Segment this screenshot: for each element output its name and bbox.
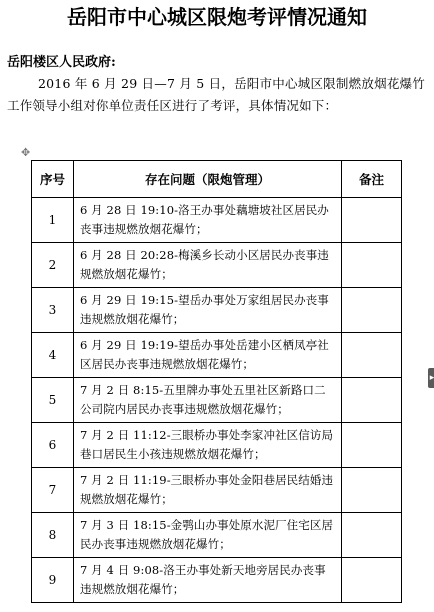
row-issue: 7 月 4 日 9:08-洛王办事处新天地旁居民办丧事违规燃放烟花爆竹； bbox=[74, 558, 342, 603]
row-remark bbox=[342, 468, 402, 513]
table-row bbox=[32, 288, 402, 333]
row-issue: 6 月 28 日 20:28-梅溪乡长动小区居民办丧事违规燃放烟花爆竹； bbox=[74, 243, 342, 288]
row-issue: 7 月 2 日 11:12-三眼桥办事处李家冲社区信访局巷口居民生小孩违规燃放烟花爆竹； bbox=[74, 423, 342, 468]
document-title: 岳阳市中心城区限炮考评情况通知 bbox=[67, 5, 367, 29]
table-header-row bbox=[32, 161, 402, 198]
row-number: 9 bbox=[32, 558, 74, 603]
row-number: 2 bbox=[32, 243, 74, 288]
row-remark bbox=[342, 423, 402, 468]
row-number: 7 bbox=[32, 468, 74, 513]
table-row bbox=[32, 513, 402, 558]
row-number: 8 bbox=[32, 513, 74, 558]
triangle-right-icon[interactable]: ▸ bbox=[428, 368, 434, 388]
row-remark bbox=[342, 243, 402, 288]
table-row bbox=[32, 198, 402, 243]
addressee-line: 岳阳楼区人民政府: bbox=[7, 55, 116, 70]
row-remark bbox=[342, 378, 402, 423]
table-row bbox=[32, 243, 402, 288]
header-remark: 备注 bbox=[342, 161, 402, 198]
row-remark bbox=[342, 558, 402, 603]
table-row bbox=[32, 558, 402, 603]
row-issue: 6 月 28 日 19:10-洛王办事处藕塘坡社区居民办丧事违规燃放烟花爆竹； bbox=[74, 198, 342, 243]
row-issue: 6 月 29 日 19:19-望岳办事处岳建小区栖凤亭社区居民办丧事违规燃放烟花爆竹； bbox=[74, 333, 342, 378]
row-number: 6 bbox=[32, 423, 74, 468]
row-issue: 6 月 29 日 19:15-望岳办事处万家组居民办丧事违规燃放烟花爆竹； bbox=[74, 288, 342, 333]
row-number: 5 bbox=[32, 378, 74, 423]
header-issue: 存在问题（限炮管理） bbox=[74, 161, 342, 198]
row-remark bbox=[342, 333, 402, 378]
row-remark bbox=[342, 513, 402, 558]
table-row bbox=[32, 333, 402, 378]
table-row bbox=[32, 468, 402, 513]
intro-paragraph: 2016 年 6 月 29 日—7 月 5 日，岳阳市中心城区限制燃放烟花爆竹工作领导小组对你单位责任区进行了考评，具体情况如下： bbox=[7, 76, 425, 113]
violation-table bbox=[31, 160, 402, 603]
row-number: 3 bbox=[32, 288, 74, 333]
row-remark bbox=[342, 288, 402, 333]
row-remark bbox=[342, 198, 402, 243]
header-number: 序号 bbox=[32, 161, 74, 198]
row-issue: 7 月 2 日 8:15-五里牌办事处五里社区新路口二公司院内居民办丧事违规燃放烟花爆竹； bbox=[74, 378, 342, 423]
table-row bbox=[32, 378, 402, 423]
row-number: 4 bbox=[32, 333, 74, 378]
row-issue: 7 月 3 日 18:15-金鹗山办事处原水泥厂住宅区居民办丧事违规燃放烟花爆竹； bbox=[74, 513, 342, 558]
table-row bbox=[32, 423, 402, 468]
row-issue: 7 月 2 日 11:19-三眼桥办事处金阳巷居民结婚违规燃放烟花爆竹； bbox=[74, 468, 342, 513]
row-number: 1 bbox=[32, 198, 74, 243]
move-cross-icon[interactable]: ✥ bbox=[21, 146, 31, 159]
